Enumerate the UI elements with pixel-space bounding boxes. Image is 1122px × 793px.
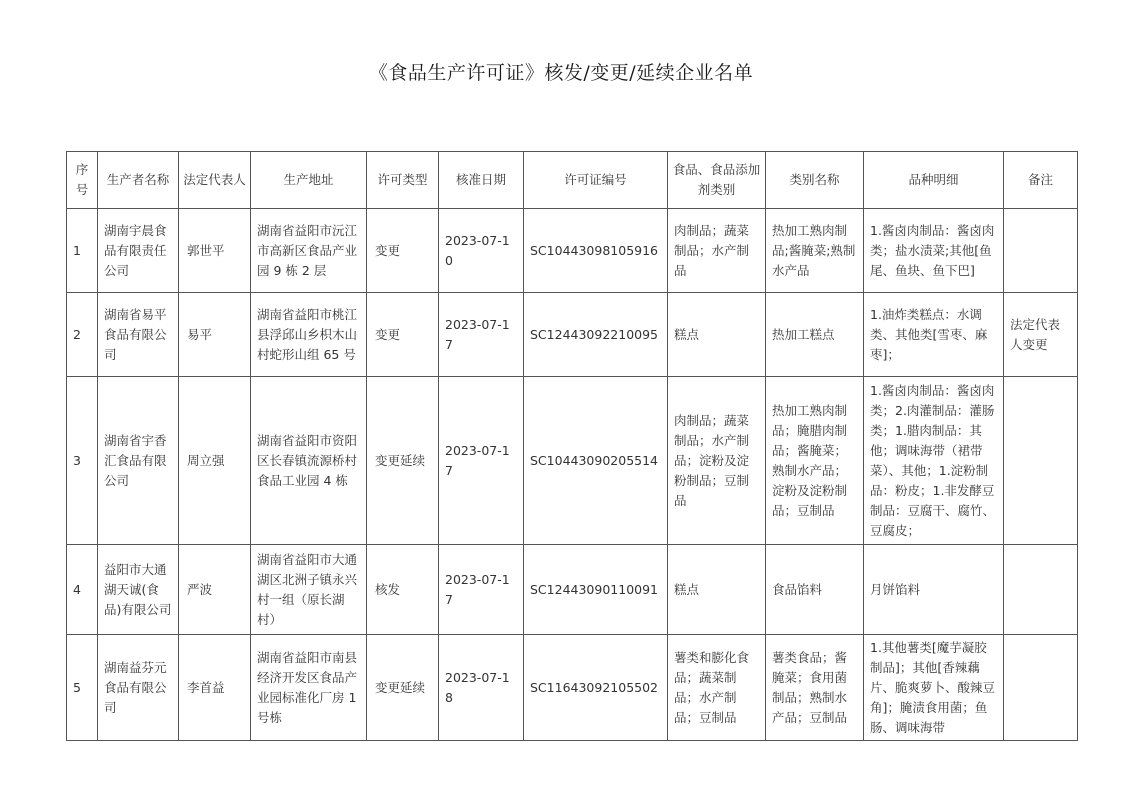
cell-license: SC11643092105502 <box>524 635 668 741</box>
cell-license: SC10443098105916 <box>524 209 668 293</box>
cell-rep: 严波 <box>179 545 251 635</box>
cell-class: 薯类食品；酱腌菜；食用菌制品；熟制水产品；豆制品 <box>766 635 864 741</box>
header-date: 核准日期 <box>439 152 524 209</box>
header-producer: 生产者名称 <box>98 152 179 209</box>
cell-category: 糕点 <box>668 293 766 377</box>
cell-date: 2023-07-17 <box>439 377 524 545</box>
cell-date: 2023-07-18 <box>439 635 524 741</box>
cell-rep: 李首益 <box>179 635 251 741</box>
header-note: 备注 <box>1004 152 1078 209</box>
table-row <box>67 545 1078 635</box>
cell-address: 湖南省益阳市南县经济开发区食品产业园标准化厂房 1 号栋 <box>251 635 367 741</box>
header-rep: 法定代表人 <box>179 152 251 209</box>
cell-producer: 益阳市大通湖天诚(食品)有限公司 <box>98 545 179 635</box>
cell-license: SC12443092210095 <box>524 293 668 377</box>
header-category: 食品、食品添加剂类别 <box>668 152 766 209</box>
license-table <box>66 151 1078 741</box>
cell-type: 变更 <box>367 293 439 377</box>
cell-detail: 1.酱卤肉制品：酱卤肉类；盐水渍菜;其他[鱼尾、鱼块、鱼下巴] <box>864 209 1004 293</box>
cell-date: 2023-07-17 <box>439 545 524 635</box>
cell-type: 变更延续 <box>367 377 439 545</box>
cell-type: 变更延续 <box>367 635 439 741</box>
cell-category: 肉制品；蔬菜制品；水产制品；淀粉及淀粉制品；豆制品 <box>668 377 766 545</box>
table-header-row <box>67 152 1078 209</box>
header-class: 类别名称 <box>766 152 864 209</box>
cell-seq: 3 <box>67 377 98 545</box>
cell-note <box>1004 209 1078 293</box>
cell-type: 变更 <box>367 209 439 293</box>
page-title: 《食品生产许可证》核发/变更/延续企业名单 <box>368 62 754 84</box>
cell-rep: 郭世平 <box>179 209 251 293</box>
cell-producer: 湖南省宇香汇食品有限公司 <box>98 377 179 545</box>
cell-license: SC12443090110091 <box>524 545 668 635</box>
cell-detail: 1.酱卤肉制品：酱卤肉类；2.肉灌制品：灌肠类；1.腊肉制品：其他；调味海带（裙带菜）、其他；1.淀粉制品：粉皮；1.非发酵豆制品：豆腐干、腐竹、豆腐皮； <box>864 377 1004 545</box>
cell-date: 2023-07-10 <box>439 209 524 293</box>
header-detail: 品种明细 <box>864 152 1004 209</box>
cell-address: 湖南省益阳市桃江县浮邱山乡枳木山村蛇形山组 65 号 <box>251 293 367 377</box>
cell-note <box>1004 377 1078 545</box>
cell-rep: 易平 <box>179 293 251 377</box>
cell-rep: 周立强 <box>179 377 251 545</box>
table-row <box>67 377 1078 545</box>
cell-category: 薯类和膨化食品；蔬菜制品；水产制品；豆制品 <box>668 635 766 741</box>
cell-license: SC10443090205514 <box>524 377 668 545</box>
cell-address: 湖南省益阳市大通湖区北洲子镇永兴村一组（原长湖村） <box>251 545 367 635</box>
table-row <box>67 635 1078 741</box>
cell-producer: 湖南宇晨食品有限责任公司 <box>98 209 179 293</box>
cell-type: 核发 <box>367 545 439 635</box>
cell-class: 食品馅料 <box>766 545 864 635</box>
cell-seq: 4 <box>67 545 98 635</box>
cell-address: 湖南省益阳市资阳区长春镇流源桥村食品工业园 4 栋 <box>251 377 367 545</box>
cell-category: 肉制品；蔬菜制品；水产制品 <box>668 209 766 293</box>
cell-class: 热加工糕点 <box>766 293 864 377</box>
table-row <box>67 293 1078 377</box>
cell-producer: 湖南益芬元食品有限公司 <box>98 635 179 741</box>
cell-category: 糕点 <box>668 545 766 635</box>
cell-note <box>1004 545 1078 635</box>
cell-producer: 湖南省易平食品有限公司 <box>98 293 179 377</box>
header-address: 生产地址 <box>251 152 367 209</box>
cell-seq: 2 <box>67 293 98 377</box>
cell-seq: 5 <box>67 635 98 741</box>
cell-class: 热加工熟肉制品;酱腌菜;熟制水产品 <box>766 209 864 293</box>
cell-note <box>1004 635 1078 741</box>
cell-note: 法定代表人变更 <box>1004 293 1078 377</box>
cell-detail: 月饼馅料 <box>864 545 1004 635</box>
cell-class: 热加工熟肉制品；腌腊肉制品；酱腌菜；熟制水产品；淀粉及淀粉制品；豆制品 <box>766 377 864 545</box>
cell-seq: 1 <box>67 209 98 293</box>
cell-date: 2023-07-17 <box>439 293 524 377</box>
cell-detail: 1.油炸类糕点：水调类、其他类[雪枣、麻枣]； <box>864 293 1004 377</box>
table-row <box>67 209 1078 293</box>
header-seq: 序号 <box>67 152 98 209</box>
cell-address: 湖南省益阳市沅江市高新区食品产业园 9 栋 2 层 <box>251 209 367 293</box>
cell-detail: 1.其他薯类[魔芋凝胶制品]；其他[香辣藕片、脆爽萝卜、酸辣豆角]；腌渍食用菌；鱼肠、调味海带 <box>864 635 1004 741</box>
header-license: 许可证编号 <box>524 152 668 209</box>
header-type: 许可类型 <box>367 152 439 209</box>
